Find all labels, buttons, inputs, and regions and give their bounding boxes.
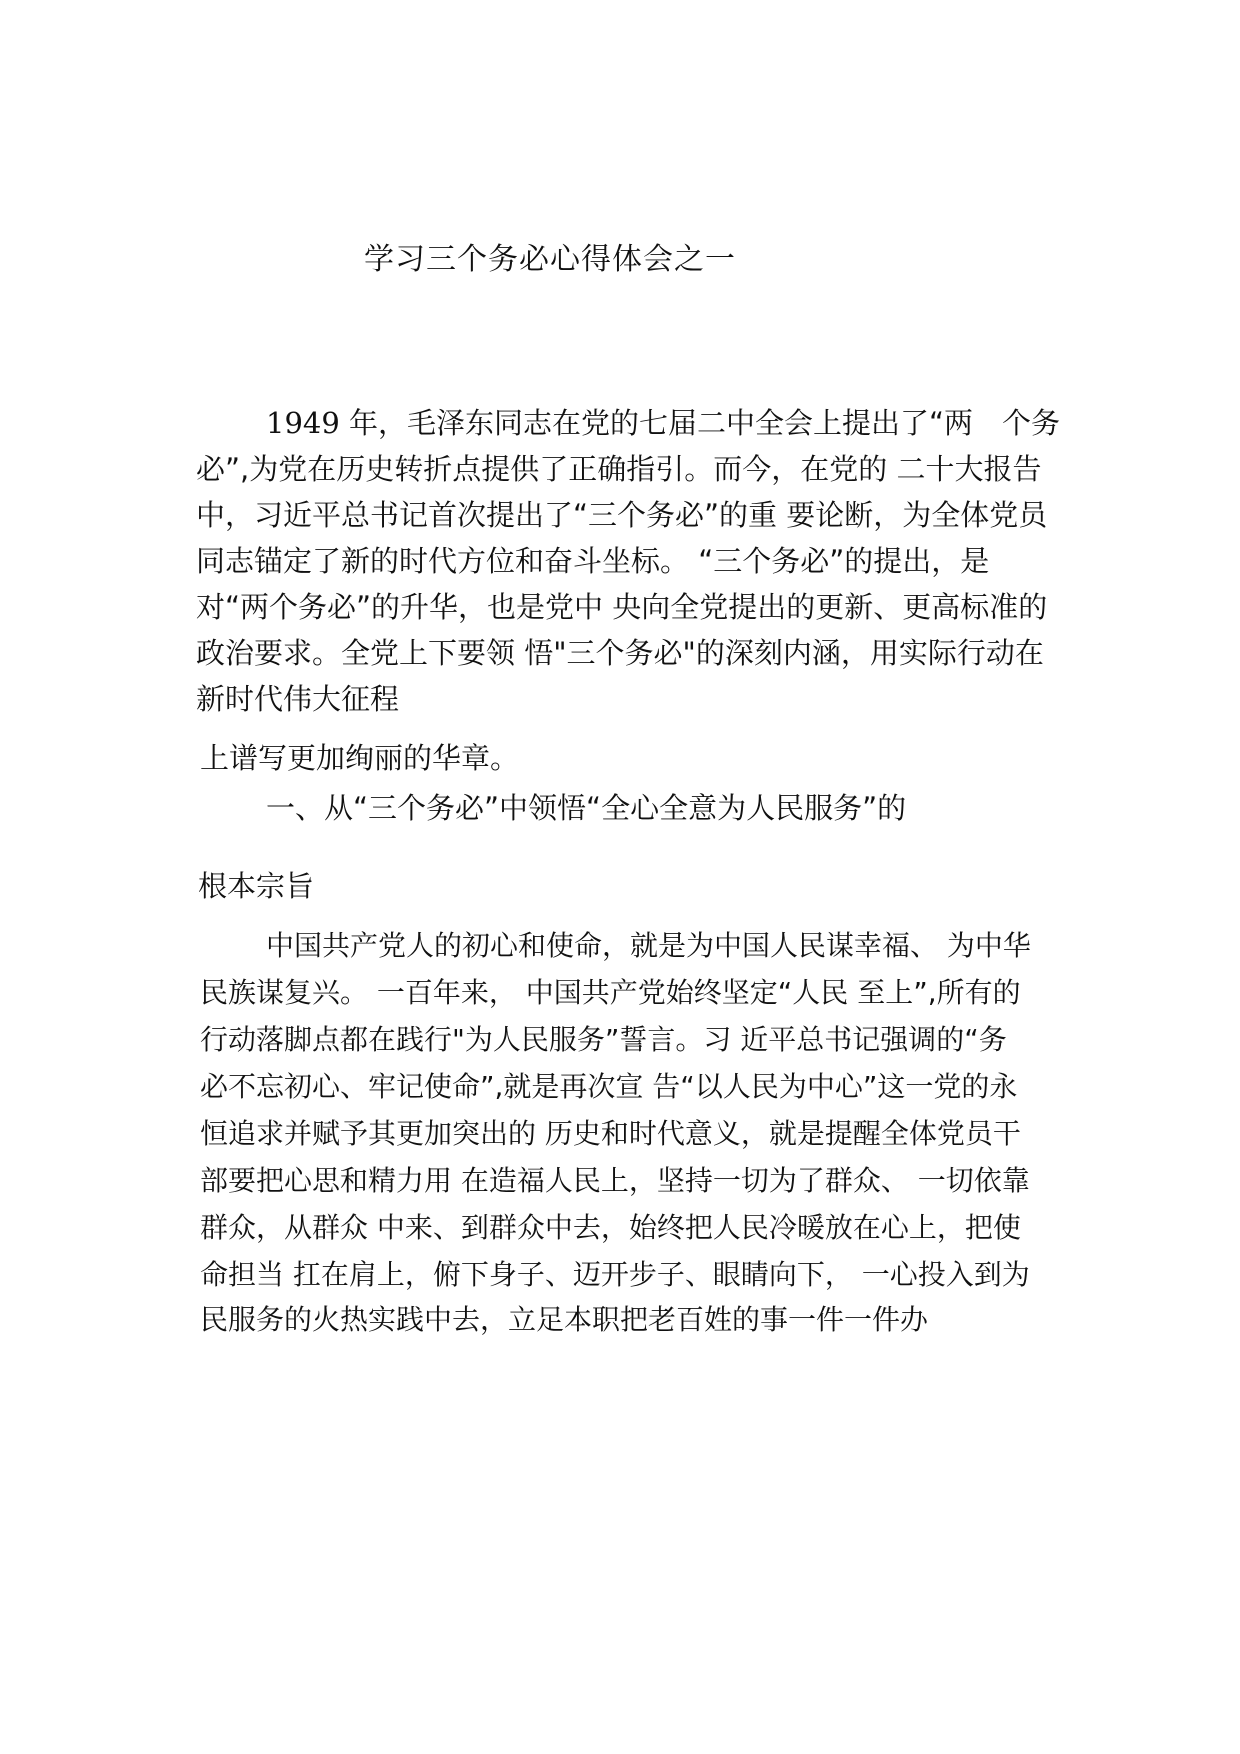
- paragraph-line: 政治要求。全党上下要领 悟"三个务必"的深刻内涵，用实际行动在: [196, 636, 1044, 670]
- paragraph-last-line: 民服务的火热实践中去，立足本职把老百姓的事一件一件办: [200, 1303, 929, 1336]
- paragraph-line: 新时代伟大征程: [196, 682, 400, 716]
- paragraph-line: 对“两个务必”的升华，也是党中 央向全党提出的更新、更高标准的: [196, 590, 1048, 624]
- paragraph-line: 行动落脚点都在践行"为人民服务”誓言。习 近平总书记强调的“务: [200, 1023, 1007, 1056]
- paragraph-line: 恒追求并赋予其更加突出的 历史和时代意义，就是提醒全体党员干: [200, 1117, 1021, 1150]
- paragraph-line: 民族谋复兴。 一百年来， 中国共产党始终坚定“人民 至上”,所有的: [200, 976, 1021, 1009]
- paragraph-line: 同志锚定了新的时代方位和奋斗坐标。 “三个务必”的提出，是: [196, 544, 990, 578]
- paragraph-line: [196, 400, 1086, 446]
- paragraph-line-text: 年，毛泽东同志在党的七届二中全会上提出了“两 个务: [339, 406, 1061, 440]
- section-heading: 一、从“三个务必”中领悟“全心全意为人民服务”的: [266, 791, 907, 825]
- paragraph-intro: [196, 400, 1086, 722]
- document-title: 学习三个务必心得体会之一: [364, 242, 736, 277]
- paragraph-line: 群众，从群众 中来、到群众中去，始终把人民冷暖放在心上，把使: [200, 1211, 1021, 1244]
- paragraph-line: 部要把心思和精力用 在造福人民上，坚持一切为了群众、 一切依靠: [200, 1164, 1030, 1197]
- paragraph-line: 必”,为党在历史转折点提供了正确指引。而今，在党的 二十大报告: [196, 452, 1042, 486]
- paragraph-line: 必不忘初心、牢记使命”,就是再次宣 告“以人民为中心”这一党的永: [200, 1070, 1018, 1103]
- paragraph-line: 中国共产党人的初心和使命，就是为中国人民谋幸福、 为中华: [266, 929, 1031, 962]
- year-text: 1949: [266, 406, 340, 440]
- paragraph-body: [200, 922, 1080, 1298]
- paragraph-line: 命担当 扛在肩上，俯下身子、迈开步子、眼睛向下， 一心投入到为: [200, 1258, 1030, 1291]
- section-heading-continued: 根本宗旨: [198, 869, 315, 903]
- paragraph-continuation: 上谱写更加绚丽的华章。: [200, 741, 520, 775]
- paragraph-line: 中，习近平总书记首次提出了“三个务必”的重 要论断，为全体党员: [196, 498, 1048, 532]
